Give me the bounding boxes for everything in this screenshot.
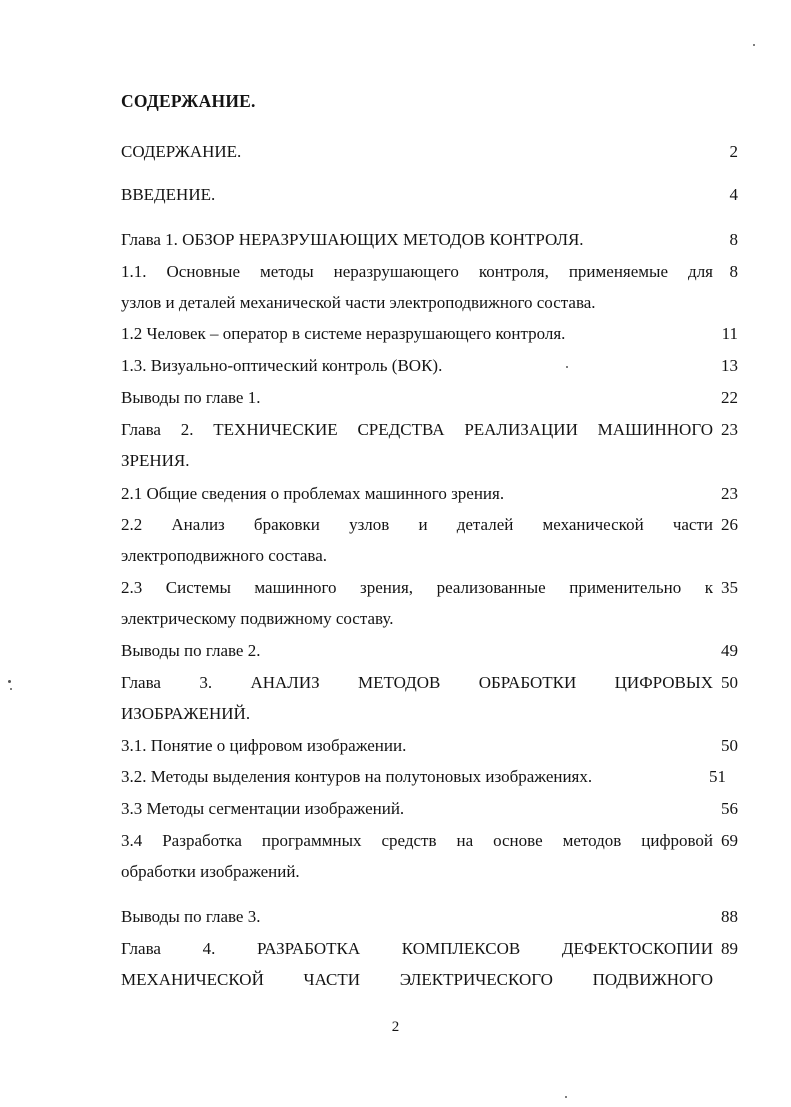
toc-entry-title-line1: 2.2 Анализ браковки узлов и деталей механической части bbox=[121, 515, 713, 534]
toc-entry-page: 50 bbox=[721, 673, 738, 692]
page-heading: СОДЕРЖАНИЕ. bbox=[121, 91, 256, 111]
toc-entry bbox=[121, 256, 738, 318]
toc-entry-page: 23 bbox=[721, 484, 738, 503]
toc-entry bbox=[121, 478, 738, 509]
toc-entry bbox=[121, 224, 738, 255]
toc-entry bbox=[121, 179, 738, 210]
toc-entry-page: 69 bbox=[721, 831, 738, 850]
scan-speck bbox=[566, 366, 568, 368]
toc-entry-title bbox=[121, 256, 713, 318]
toc-entry-title: Глава 1. ОБЗОР НЕРАЗРУШАЮЩИХ МЕТОДОВ КОНТРОЛЯ. bbox=[121, 230, 584, 249]
toc-entry-title: 1.3. Визуально-оптический контроль (ВОК). bbox=[121, 356, 443, 375]
toc-entry bbox=[121, 667, 738, 729]
toc-entry-title-line2: электрическому подвижному составу. bbox=[121, 609, 394, 628]
toc-entry bbox=[121, 509, 738, 571]
toc-entry-page: 13 bbox=[721, 356, 738, 375]
toc-entry-title-line2: электроподвижного состава. bbox=[121, 546, 328, 565]
toc-entry-title bbox=[121, 509, 713, 571]
toc-entry bbox=[121, 825, 738, 887]
toc-entry-title-line1: Глава 4. РАЗРАБОТКА КОМПЛЕКСОВ ДЕФЕКТОСКОПИИ bbox=[121, 939, 713, 958]
toc-entry-title-line2: узлов и деталей механической части электроподвижного состава. bbox=[121, 293, 596, 312]
toc-entry-page: 22 bbox=[721, 388, 738, 407]
toc-entry-title-line1: 2.3 Системы машинного зрения, реализованные применительно к bbox=[121, 578, 713, 597]
scan-speck bbox=[10, 688, 12, 690]
toc-entry-page: 49 bbox=[721, 641, 738, 660]
toc-entry bbox=[121, 382, 738, 413]
toc-entry-title: СОДЕРЖАНИЕ. bbox=[121, 142, 242, 161]
toc-entry-page: 2 bbox=[729, 142, 738, 161]
scan-speck bbox=[8, 680, 11, 683]
toc-entry-title: Выводы по главе 2. bbox=[121, 641, 261, 660]
toc-entry-title: 1.2 Человек – оператор в системе неразрушающего контроля. bbox=[121, 324, 566, 343]
toc-entry-title bbox=[121, 825, 713, 887]
toc-entry-page: 89 bbox=[721, 939, 738, 958]
toc-entry-title-line1: 3.4 Разработка программных средств на основе методов цифровой bbox=[121, 831, 713, 850]
toc-entry bbox=[121, 901, 738, 932]
toc-entry bbox=[121, 635, 738, 666]
toc-entry-page: 51 bbox=[709, 767, 726, 786]
toc-entry-title-line1: Глава 2. ТЕХНИЧЕСКИЕ СРЕДСТВА РЕАЛИЗАЦИИ МАШИННОГО bbox=[121, 420, 713, 439]
toc-entry bbox=[121, 414, 738, 476]
toc-entry-page: 23 bbox=[721, 420, 738, 439]
toc-entry bbox=[121, 318, 738, 349]
toc-entry bbox=[121, 761, 738, 792]
toc-entry bbox=[121, 572, 738, 634]
toc-entry-title: Выводы по главе 1. bbox=[121, 388, 261, 407]
scan-speck bbox=[753, 44, 755, 46]
toc-entry-page: 8 bbox=[729, 262, 738, 281]
toc-entry-title: 2.1 Общие сведения о проблемах машинного зрения. bbox=[121, 484, 505, 503]
toc-entry-title: 3.2. Методы выделения контуров на полутоновых изображениях. bbox=[121, 767, 593, 786]
toc-entry-title: 3.1. Понятие о цифровом изображении. bbox=[121, 736, 407, 755]
toc-entry bbox=[121, 350, 738, 381]
toc-entry-title bbox=[121, 667, 713, 729]
toc-entry-page: 88 bbox=[721, 907, 738, 926]
toc-entry bbox=[121, 933, 738, 995]
scan-speck bbox=[565, 1096, 567, 1098]
toc-entry-title: 3.3 Методы сегментации изображений. bbox=[121, 799, 405, 818]
toc-entry bbox=[121, 136, 738, 167]
toc-entry-title-line2: ИЗОБРАЖЕНИЙ. bbox=[121, 704, 251, 723]
toc-entry-title bbox=[121, 933, 713, 995]
toc-entry-page: 56 bbox=[721, 799, 738, 818]
toc-entry-page: 50 bbox=[721, 736, 738, 755]
toc-entry-title: ВВЕДЕНИЕ. bbox=[121, 185, 216, 204]
toc-entry-title-line1: 1.1. Основные методы неразрушающего контроля, применяемые для bbox=[121, 262, 713, 281]
toc-entry-page: 35 bbox=[721, 578, 738, 597]
toc-entry-title bbox=[121, 414, 713, 476]
toc-entry bbox=[121, 793, 738, 824]
toc-entry bbox=[121, 730, 738, 761]
toc-entry-title-line2: МЕХАНИЧЕСКОЙ ЧАСТИ ЭЛЕКТРИЧЕСКОГО ПОДВИЖНОГО bbox=[121, 970, 713, 989]
toc-entry-page: 11 bbox=[721, 324, 738, 343]
toc-entry-title-line2: ЗРЕНИЯ. bbox=[121, 451, 190, 470]
toc-entry-page: 4 bbox=[729, 185, 738, 204]
toc-entry-title: Выводы по главе 3. bbox=[121, 907, 261, 926]
toc-entry-page: 8 bbox=[729, 230, 738, 249]
toc-entry-page: 26 bbox=[721, 515, 738, 534]
page-number: 2 bbox=[391, 1019, 400, 1035]
toc-entry-title-line2: обработки изображений. bbox=[121, 862, 300, 881]
toc-entry-title-line1: Глава 3. АНАЛИЗ МЕТОДОВ ОБРАБОТКИ ЦИФРОВЫХ bbox=[121, 673, 713, 692]
toc-entry-title bbox=[121, 572, 713, 634]
